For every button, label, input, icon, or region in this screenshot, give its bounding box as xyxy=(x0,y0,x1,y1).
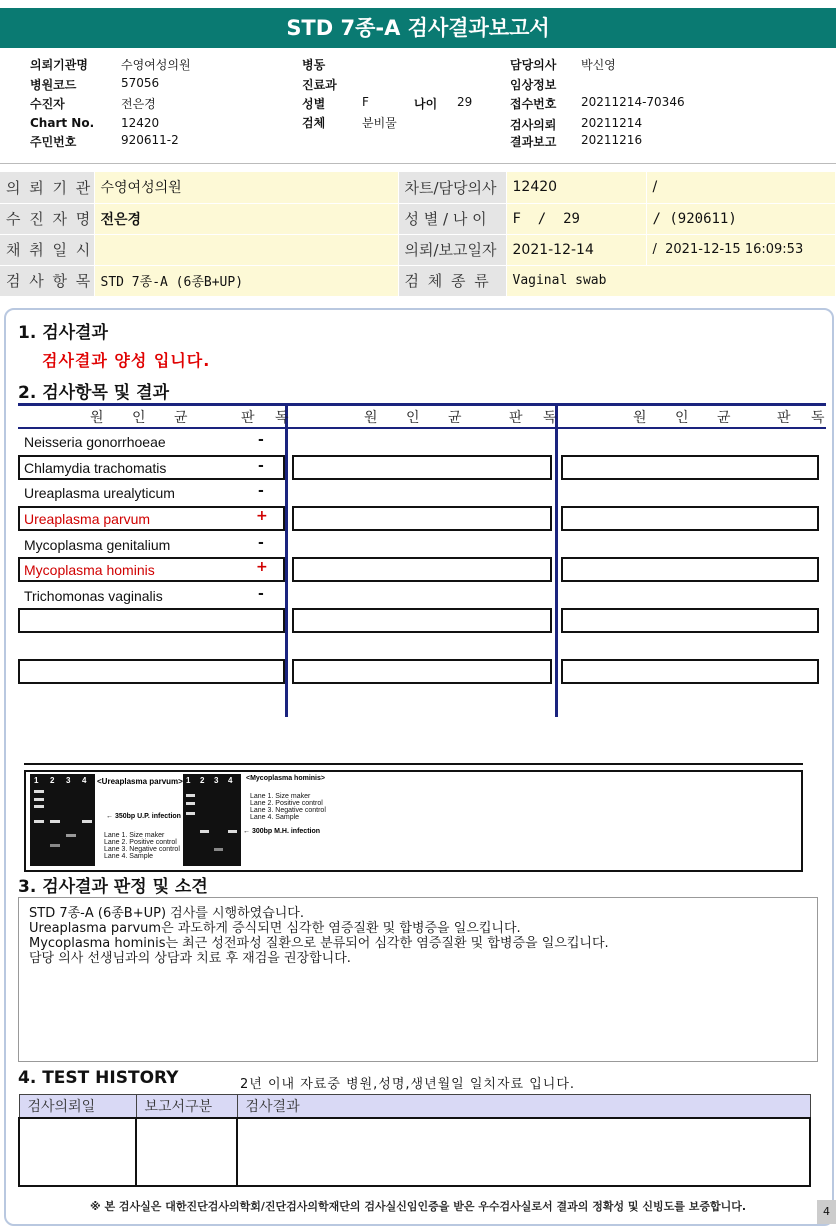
mh-lane-2: 2 xyxy=(200,776,205,785)
info-table xyxy=(0,172,836,297)
mh-lane-4: 4 xyxy=(228,776,233,785)
request-value: 20211214 xyxy=(581,116,643,130)
receipt-label: 접수번호 xyxy=(510,97,557,111)
info-collect-label: 채 취 일 시 xyxy=(0,234,94,265)
mh-lane-1: 1 xyxy=(186,776,191,785)
certification-footer: ※ 본 검사실은 대한진단검사의학회/진단검사의학재단의 검사실신임인증을 받은 우수검사실로서 결과의 정확성 및 신빙도를 보증합니다. xyxy=(89,1200,747,1213)
result-box xyxy=(561,506,819,531)
info-inst-value: 수영여성의원 xyxy=(94,172,398,203)
info-sexage-value: F / 29 xyxy=(506,203,646,234)
pathogen-name: Chlamydia trachomatis xyxy=(24,460,167,476)
col3-result-header: 판 독 xyxy=(777,410,833,426)
pathogen-result-positive: + xyxy=(256,508,268,524)
grid-divider-2 xyxy=(555,403,558,717)
age-label: 나이 xyxy=(414,97,438,111)
history-col-report-type: 보고서구분 xyxy=(136,1095,237,1118)
mh-gel-image xyxy=(183,774,241,866)
result-box xyxy=(561,455,819,480)
history-cell xyxy=(19,1118,136,1186)
result-box xyxy=(561,557,819,582)
gel-band xyxy=(228,830,237,833)
doctor-label: 담당의사 xyxy=(510,58,557,72)
page-number-tab: 4 xyxy=(817,1200,836,1224)
result-box xyxy=(292,608,552,633)
sex-label: 성별 xyxy=(302,97,326,111)
ward-label: 병동 xyxy=(302,58,326,72)
col3-pathogen-header: 원 인 균 xyxy=(633,410,743,426)
mh-legend-2: Lane 2. Positive control xyxy=(250,800,323,807)
section-4-title: 4. TEST HISTORY xyxy=(18,1068,179,1088)
up-lane-4: 4 xyxy=(82,776,87,785)
sex-value: F xyxy=(362,95,369,109)
age-value: 29 xyxy=(457,95,473,109)
pathogen-result: - xyxy=(258,458,264,474)
info-specimen-label: 검 체 종 류 xyxy=(398,265,506,296)
history-col-result: 검사결과 xyxy=(237,1095,810,1118)
up-lane-3: 3 xyxy=(66,776,71,785)
result-box xyxy=(18,608,285,633)
specimen-label: 검체 xyxy=(302,116,326,130)
gel-band xyxy=(214,848,223,851)
col1-pathogen-header: 원 인 균 xyxy=(90,410,200,426)
info-patient-label: 수 진 자 명 xyxy=(0,203,94,234)
pathogen-name: Neisseria gonorrhoeae xyxy=(24,434,166,450)
section-2-title: 2. 검사항목 및 결과 xyxy=(18,383,169,403)
col2-result-header: 판 독 xyxy=(509,410,565,426)
opinion-line: 담당 의사 선생님과의 상담과 치료 후 재검을 권장합니다. xyxy=(29,951,351,966)
chart-value: 12420 xyxy=(121,116,160,130)
mh-arrow-text: 300bp M.H. infection xyxy=(251,828,321,835)
dept-label: 진료과 xyxy=(302,78,337,92)
chart-label: Chart No. xyxy=(30,116,95,130)
info-report-date: / 2021-12-15 16:09:53 xyxy=(646,234,836,265)
result-box xyxy=(292,659,552,684)
result-box xyxy=(561,608,819,633)
col1-result-header: 판 독 xyxy=(241,410,297,426)
gel-band xyxy=(34,798,44,801)
info-sexage-label: 성 별 / 나 이 xyxy=(398,203,506,234)
patient-value: 전은경 xyxy=(121,97,156,111)
mh-legend-1: Lane 1. Size maker xyxy=(250,793,311,800)
pathogen-result: - xyxy=(258,432,264,448)
up-lane-2: 2 xyxy=(50,776,55,785)
info-specimen-value: Vaginal swab xyxy=(506,265,836,296)
doctor-value: 박신영 xyxy=(581,58,616,72)
up-legend-4: Lane 4. Sample xyxy=(104,853,154,860)
opinion-line: Mycoplasma hominis는 최근 성전파성 질환으로 분류되어 심각한 염증질환 및 합병증을 일으킵니다. xyxy=(29,936,609,951)
up-legend-2: Lane 2. Positive control xyxy=(104,839,177,846)
result-box xyxy=(292,455,552,480)
up-legend-1: Lane 1. Size maker xyxy=(104,832,165,839)
mh-arrow-label: ← 300bp M.H. infection xyxy=(243,828,321,835)
report-title: STD 7종-A 검사결과보고서 xyxy=(0,8,836,48)
info-chart-value: 12420 xyxy=(506,172,646,203)
gel-band xyxy=(50,820,60,823)
info-item-value: STD 7종-A (6종B+UP) xyxy=(94,265,398,296)
info-request-date: 2021-12-14 xyxy=(506,234,646,265)
mh-gel-title: <Mycoplasma hominis> xyxy=(246,775,325,782)
info-chart-slash: / xyxy=(646,172,836,203)
pathogen-name: Trichomonas vaginalis xyxy=(24,588,163,604)
up-arrow-text: 350bp U.P. infection xyxy=(114,813,181,820)
gel-band xyxy=(34,805,44,808)
result-box xyxy=(18,659,285,684)
positive-result-text: 검사결과 양성 입니다. xyxy=(42,351,211,370)
pathogen-name: Mycoplasma genitalium xyxy=(24,537,171,553)
history-col-request-date: 검사의뢰일 xyxy=(19,1095,136,1118)
grid-header-rule xyxy=(18,427,826,429)
opinion-box xyxy=(18,897,818,1062)
section-1-title: 1. 검사결과 xyxy=(18,323,108,343)
clinical-label: 임상정보 xyxy=(510,78,557,92)
history-cell xyxy=(237,1118,810,1186)
pathogen-name-positive: Mycoplasma hominis xyxy=(24,562,155,578)
gel-band xyxy=(66,834,76,837)
section-3-title: 3. 검사결과 판정 및 소견 xyxy=(18,877,208,897)
pathogen-result-positive: + xyxy=(256,559,268,575)
mh-legend-3: Lane 3. Negative control xyxy=(250,807,326,814)
pathogen-result: - xyxy=(258,483,264,499)
history-table xyxy=(18,1094,811,1187)
gel-band xyxy=(200,830,209,833)
info-inst-label: 의 뢰 기 관 xyxy=(0,172,94,203)
up-legend-3: Lane 3. Negative control xyxy=(104,846,180,853)
gel-band xyxy=(186,794,195,797)
result-box xyxy=(292,557,552,582)
hospital-code-value: 57056 xyxy=(121,76,160,90)
pathogen-result: - xyxy=(258,535,264,551)
result-box xyxy=(561,659,819,684)
opinion-line: Ureaplasma parvum은 과도하게 증식되면 심각한 염증질환 및 합병증을 일으킵니다. xyxy=(29,921,521,936)
info-item-label: 검 사 항 목 xyxy=(0,265,94,296)
request-label: 검사의뢰 xyxy=(510,118,557,132)
pathogen-name: Ureaplasma urealyticum xyxy=(24,485,175,501)
report-value: 20211216 xyxy=(581,133,643,147)
up-gel-title: <Ureaplasma parvum> xyxy=(97,777,183,786)
info-birth-value: / (920611) xyxy=(646,203,836,234)
institution-value: 수영여성의원 xyxy=(121,58,191,72)
up-lane-1: 1 xyxy=(34,776,39,785)
pathogen-name-positive: Ureaplasma parvum xyxy=(24,511,151,527)
result-box xyxy=(292,506,552,531)
report-label: 결과보고 xyxy=(510,135,557,149)
grid-top-rule xyxy=(18,403,826,406)
patient-label: 수진자 xyxy=(30,97,65,111)
opinion-line: STD 7종-A (6종B+UP) 검사를 시행하였습니다. xyxy=(29,906,304,921)
history-cell xyxy=(136,1118,237,1186)
info-chart-label: 차트/담당의사 xyxy=(398,172,506,203)
up-arrow-label: ← 350bp U.P. infection xyxy=(106,813,181,820)
receipt-value: 20211214-70346 xyxy=(581,95,685,109)
mh-legend-4: Lane 4. Sample xyxy=(250,814,300,821)
gel-band xyxy=(186,802,195,805)
rrn-label: 주민번호 xyxy=(30,135,77,149)
header-block xyxy=(0,52,836,164)
gel-band xyxy=(34,790,44,793)
gel-band xyxy=(82,820,92,823)
mh-lane-3: 3 xyxy=(214,776,219,785)
info-dates-label: 의뢰/보고일자 xyxy=(398,234,506,265)
gel-band xyxy=(34,820,44,823)
institution-label: 의뢰기관명 xyxy=(30,58,88,72)
gel-band xyxy=(50,844,60,847)
rrn-value: 920611-2 xyxy=(121,133,179,147)
history-note: 2년 이내 자료중 병원,성명,생년월일 일치자료 입니다. xyxy=(240,1077,576,1092)
col2-pathogen-header: 원 인 균 xyxy=(364,410,474,426)
info-patient-value: 전은경 xyxy=(94,203,398,234)
pathogen-result: - xyxy=(258,586,264,602)
hospital-code-label: 병원코드 xyxy=(30,78,77,92)
gel-image-panel xyxy=(24,770,803,872)
gel-band xyxy=(186,812,195,815)
grid-divider-1 xyxy=(285,403,288,717)
info-collect-value xyxy=(94,234,398,265)
specimen-value: 분비물 xyxy=(362,116,397,130)
gel-top-rule xyxy=(24,763,803,765)
